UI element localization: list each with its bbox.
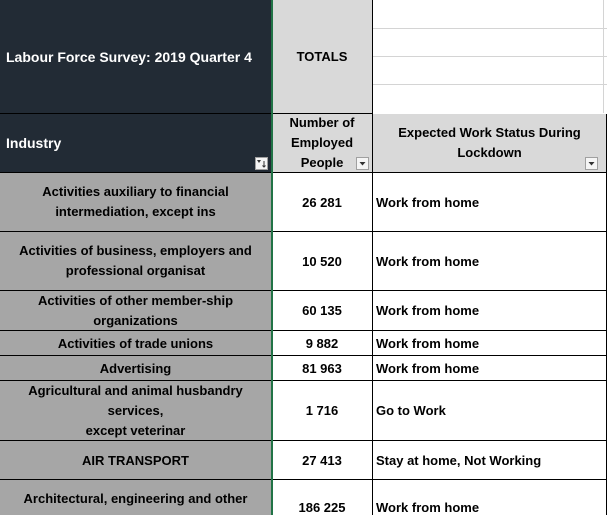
dropdown-arrow-icon <box>357 158 368 169</box>
status-value: Work from home <box>376 303 480 318</box>
table-row-employed[interactable] <box>272 173 373 232</box>
table-row-status[interactable] <box>373 356 607 381</box>
gridline <box>373 28 607 29</box>
employed-value: 27 413 <box>302 452 342 468</box>
gridline <box>603 0 604 113</box>
status-value: Work from home <box>376 335 480 351</box>
table-row-employed[interactable] <box>272 331 373 356</box>
sort-filter-icon <box>256 158 267 169</box>
table-row-industry[interactable] <box>0 331 272 356</box>
dropdown-arrow-icon <box>586 158 597 169</box>
industry-text: Activities of trade unions <box>57 335 214 351</box>
table-row-industry[interactable] <box>0 356 272 381</box>
employed-value: 186 225 <box>298 500 346 515</box>
industry-text: Activities auxiliary to financial <box>42 184 229 199</box>
employed-value: 10 520 <box>302 253 342 269</box>
industry-text: Agricultural and animal husbandry services, <box>28 382 243 418</box>
table-row-status[interactable] <box>373 480 607 515</box>
gridline <box>373 84 607 85</box>
employed-value: 26 281 <box>302 194 342 210</box>
employed-filter-button[interactable] <box>356 157 369 170</box>
table-row-employed[interactable] <box>272 381 373 441</box>
employed-value: 60 135 <box>302 303 342 318</box>
totals-header-cell[interactable] <box>272 0 373 114</box>
status-value: Work from home <box>376 500 480 515</box>
table-row-employed[interactable] <box>272 291 373 331</box>
status-value: Go to Work <box>376 403 446 418</box>
title-cell[interactable] <box>0 0 272 114</box>
table-row-industry[interactable] <box>0 232 272 291</box>
employed-header-line: People <box>300 155 344 170</box>
status-filter-button[interactable] <box>585 157 598 170</box>
table-row-employed[interactable] <box>272 441 373 480</box>
status-value: Work from home <box>376 194 480 210</box>
industry-header-label: Industry <box>6 135 62 151</box>
table-row-employed[interactable] <box>272 232 373 291</box>
industry-text: Activities of business, employers and <box>19 243 252 258</box>
industry-header-cell[interactable] <box>0 114 272 173</box>
industry-text: organizations <box>93 312 178 328</box>
employed-value: 1 716 <box>305 403 339 418</box>
status-header-line: Expected Work Status During <box>398 125 581 140</box>
industry-text: Advertising <box>99 360 172 376</box>
table-row-industry[interactable] <box>0 291 272 331</box>
table-row-status[interactable] <box>373 381 607 441</box>
industry-filter-button[interactable] <box>255 157 268 170</box>
status-value: Work from home <box>376 253 480 269</box>
industry-text: Architectural, engineering and other <box>23 491 248 506</box>
industry-text: Activities of other member-ship <box>37 292 234 308</box>
employed-header-line: Number of <box>289 115 355 130</box>
table-row-employed[interactable] <box>272 356 373 381</box>
report-title: Labour Force Survey: 2019 Quarter 4 <box>6 48 252 65</box>
table-row-industry[interactable] <box>0 480 272 515</box>
table-row-industry[interactable] <box>0 173 272 232</box>
employed-header-line: Employed <box>290 135 354 150</box>
table-row-industry[interactable] <box>0 381 272 441</box>
industry-text: except veterinar <box>85 422 186 438</box>
gridline <box>373 56 607 57</box>
table-row-industry[interactable] <box>0 441 272 480</box>
table-row-status[interactable] <box>373 173 607 232</box>
totals-label: TOTALS <box>296 49 348 64</box>
industry-text: AIR TRANSPORT <box>82 452 189 468</box>
table-row-status[interactable] <box>373 331 607 356</box>
table-row-status[interactable] <box>373 441 607 480</box>
employed-value: 81 963 <box>302 360 342 376</box>
industry-text: intermediation, except ins <box>55 204 216 219</box>
employed-value: 9 882 <box>305 335 339 351</box>
industry-text: professional organisat <box>65 263 206 278</box>
table-row-employed[interactable] <box>272 480 373 515</box>
status-value: Stay at home, Not Working <box>376 452 542 468</box>
table-row-status[interactable] <box>373 291 607 331</box>
table-row-status[interactable] <box>373 232 607 291</box>
status-header-cell[interactable] <box>373 114 607 173</box>
status-value: Work from home <box>376 360 480 376</box>
status-header-line: Lockdown <box>457 145 522 160</box>
